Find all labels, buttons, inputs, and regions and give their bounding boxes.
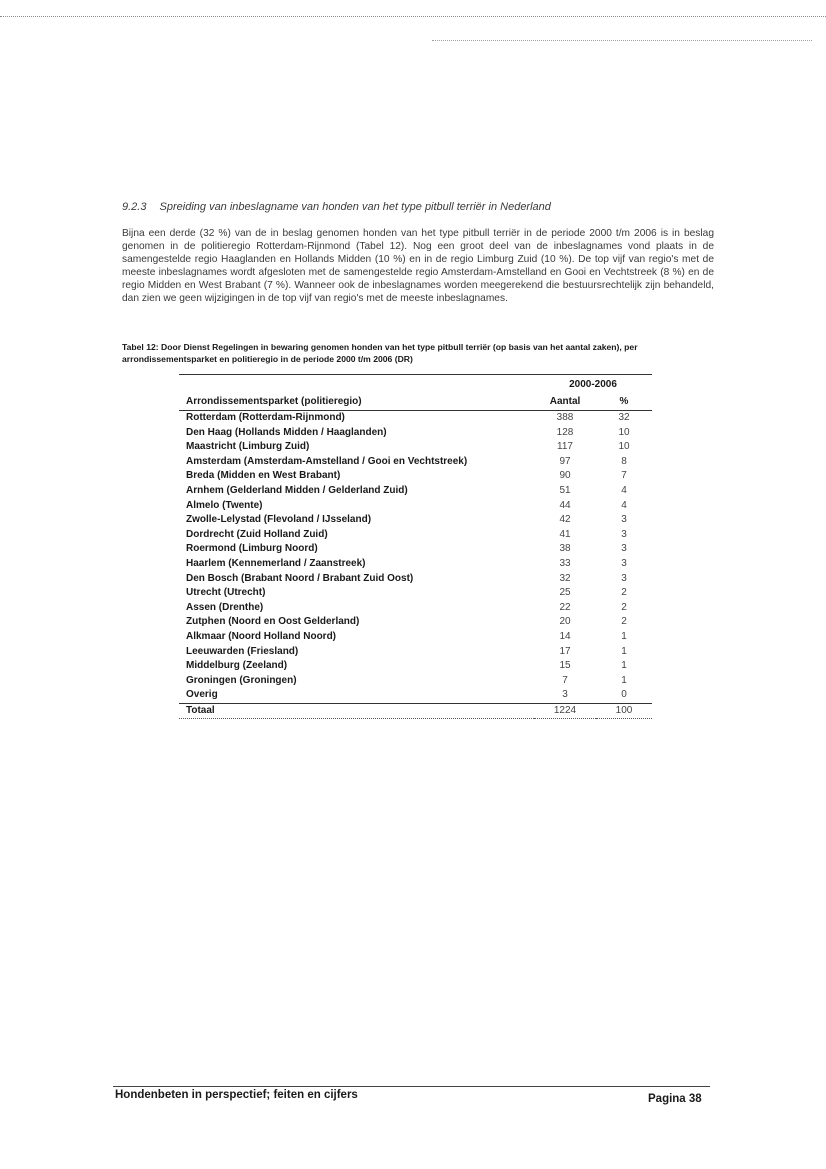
table-row: [179, 572, 652, 587]
region-cell: Rotterdam (Rotterdam-Rijnmond): [186, 412, 345, 423]
data-table: [179, 374, 652, 719]
table-row: [179, 557, 652, 572]
percent-cell: 1: [621, 645, 627, 657]
count-cell: 51: [559, 484, 571, 496]
count-cell: 17: [559, 645, 571, 657]
page-number: Pagina 38: [648, 1093, 702, 1105]
total-label: Totaal: [179, 703, 534, 719]
count-cell: 22: [559, 601, 571, 613]
count-cell: 388: [556, 412, 574, 423]
table-row: [179, 615, 652, 630]
table-row: [179, 455, 652, 470]
percent-cell: 0: [596, 688, 652, 703]
percent-cell: 1: [621, 630, 627, 642]
region-cell: Breda (Midden en West Brabant): [186, 470, 341, 482]
region-cell: Haarlem (Kennemerland / Zaanstreek): [186, 557, 366, 569]
table-row: [179, 426, 652, 441]
count-cell: 117: [557, 441, 573, 453]
percent-cell: 2: [621, 601, 627, 613]
count-cell: 33: [559, 557, 571, 569]
region-cell: Den Bosch (Brabant Noord / Brabant Zuid Oost): [186, 572, 414, 584]
region-cell: Den Haag (Hollands Midden / Haaglanden): [186, 426, 387, 438]
total-count: 1224: [534, 703, 596, 719]
region-cell: Utrecht (Utrecht): [186, 587, 266, 599]
table-row: [179, 499, 652, 514]
total-row: [179, 703, 652, 719]
count-cell: 25: [559, 587, 571, 599]
percent-cell: 3: [621, 514, 627, 526]
footer-rule: [113, 1086, 710, 1087]
table-row: [179, 659, 652, 674]
table-row: [179, 484, 652, 499]
count-cell: 32: [559, 572, 571, 584]
table-row: [179, 440, 652, 455]
section-number: 9.2.3: [122, 201, 147, 213]
count-cell: 41: [559, 528, 571, 540]
percent-cell: 3: [621, 572, 627, 584]
scan-border-top: [0, 16, 826, 17]
count-cell: 14: [559, 630, 571, 642]
table-caption: Tabel 12: Door Dienst Regelingen in bewaring genomen honden van het type pitbull terriër (op basis van het aantal zaken), per arrondissementsparket en politieregio in de periode 2000 t/m 2006 (DR): [122, 342, 638, 364]
table-row: [179, 528, 652, 543]
region-cell: Overig: [179, 688, 534, 703]
region-cell: Zutphen (Noord en Oost Gelderland): [186, 616, 360, 628]
table-row: [179, 630, 652, 645]
section-title: Spreiding van inbeslagname van honden van het type pitbull terriër in Nederland: [159, 201, 551, 213]
region-cell: Zwolle-Lelystad (Flevoland / IJsseland): [186, 514, 372, 526]
percent-cell: 8: [621, 455, 627, 467]
region-cell: Groningen (Groningen): [186, 674, 297, 686]
region-cell: Middelburg (Zeeland): [186, 660, 288, 672]
region-cell: Dordrecht (Zuid Holland Zuid): [186, 528, 328, 540]
table-row: [179, 645, 652, 660]
count-cell: 44: [559, 499, 571, 511]
percent-cell: 4: [621, 484, 627, 496]
region-cell: Assen (Drenthe): [186, 601, 264, 613]
percent-cell: 1: [621, 660, 627, 672]
percent-cell: 3: [621, 543, 627, 555]
column-header-percent: %: [596, 395, 652, 411]
region-cell: Maastricht (Limburg Zuid): [186, 441, 310, 453]
total-percent: 100: [596, 703, 652, 719]
scan-border-dotted: [432, 40, 812, 41]
table-row: [179, 674, 652, 689]
percent-cell: 3: [621, 528, 627, 540]
table-row: [179, 586, 652, 601]
column-header-count: Aantal: [534, 395, 596, 411]
period-header: 2000-2006: [569, 379, 617, 390]
percent-cell: 10: [618, 441, 630, 453]
column-header-region: Arrondissementsparket (politieregio): [179, 395, 534, 411]
region-cell: Leeuwarden (Friesland): [186, 645, 299, 657]
table-row: [179, 411, 652, 426]
percent-cell: 7: [621, 470, 627, 482]
percent-cell: 10: [618, 426, 630, 438]
percent-cell: 2: [621, 587, 627, 599]
percent-cell: 3: [621, 557, 627, 569]
region-cell: Arnhem (Gelderland Midden / Gelderland Zuid): [186, 484, 408, 496]
percent-cell: 2: [621, 616, 627, 628]
body-paragraph: Bijna een derde (32 %) van de in beslag genomen honden van het type pitbull terriër in de periode 2000 t/m 2006 is in beslag genomen in de politieregio Rotterdam-Rijnmond (Tabel 12). Nog een groot deel van de inbeslagnames vond plaats in de samengestelde regio Haaglanden en Hollands Midden (10 %) en in de regio Limburg Zuid (10 %). De top vijf van regio's met de meeste inbeslagnames wordt afgesloten met de samengestelde regio Amsterdam-Amstelland en Gooi en Vechtstreek (8 %) en de regio Midden en West Brabant (7 %). Wanneer ook de inbeslagnames worden meegerekend die bestuursrechtelijk zijn behandeld, dan zien we geen wijzigingen in de top vijf van regio's met de meeste inbeslagnames.: [122, 228, 714, 305]
count-cell: 90: [559, 470, 571, 482]
section-heading: [122, 201, 722, 213]
region-cell: Almelo (Twente): [186, 499, 263, 511]
count-cell: 20: [559, 616, 571, 628]
percent-cell: 32: [618, 412, 630, 423]
table-row: [179, 601, 652, 616]
table-row: [179, 469, 652, 484]
count-cell: 97: [559, 455, 571, 467]
table-row: [179, 513, 652, 528]
percent-cell: 1: [621, 674, 627, 686]
table-row: [179, 542, 652, 557]
count-cell: 128: [556, 426, 574, 438]
region-cell: Amsterdam (Amsterdam-Amstelland / Gooi en Vechtstreek): [186, 455, 468, 467]
region-cell: Roermond (Limburg Noord): [186, 543, 318, 555]
region-cell: Alkmaar (Noord Holland Noord): [186, 630, 337, 642]
table-row: [179, 688, 652, 703]
count-cell: 38: [559, 543, 571, 555]
footer-title: Hondenbeten in perspectief; feiten en cijfers: [115, 1089, 358, 1101]
percent-cell: 4: [621, 499, 627, 511]
count-cell: 42: [559, 514, 571, 526]
count-cell: 15: [559, 660, 571, 672]
count-cell: 3: [534, 688, 596, 703]
count-cell: 7: [562, 674, 568, 686]
